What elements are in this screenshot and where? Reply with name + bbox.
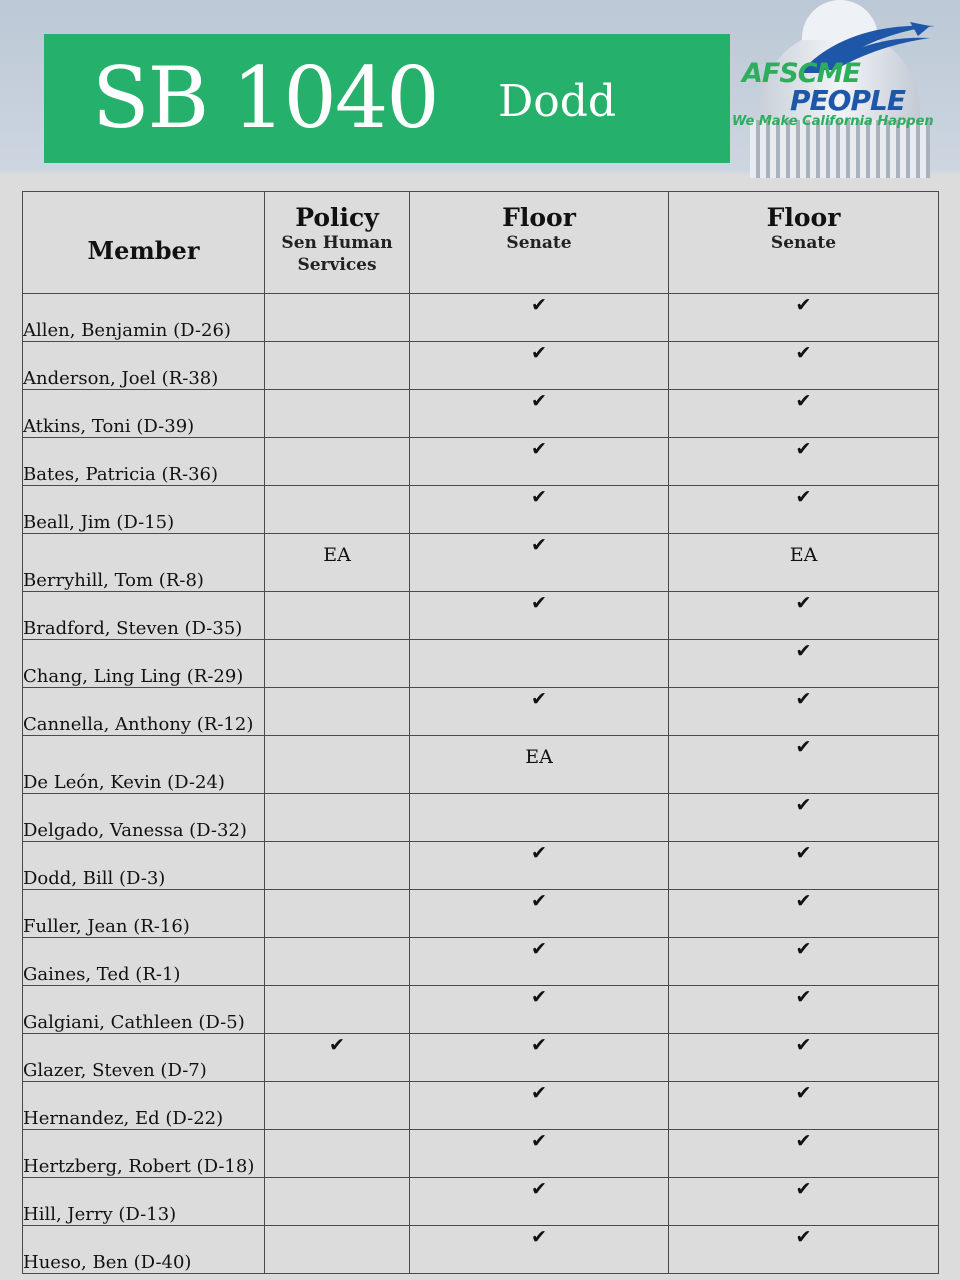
vote-yes-cell-floor2: ✔	[669, 1034, 939, 1082]
table-row	[23, 1034, 939, 1082]
table-row	[23, 342, 939, 390]
title-banner	[44, 34, 730, 163]
logo-line-afscme: AFSCME	[742, 58, 860, 89]
table-row	[23, 794, 939, 842]
vote-cell-floor2: EA	[669, 534, 939, 592]
bill-number: SB 1040	[92, 49, 438, 147]
vote-yes-cell-policy: ✔	[265, 1034, 410, 1082]
member-name: Anderson, Joel (R-38)	[23, 342, 265, 390]
table-row	[23, 842, 939, 890]
vote-cell-policy	[265, 688, 410, 736]
vote-yes-cell-floor1: ✔	[410, 294, 669, 342]
vote-yes-cell-floor2: ✔	[669, 640, 939, 688]
member-name: Cannella, Anthony (R-12)	[23, 688, 265, 736]
table-row	[23, 1178, 939, 1226]
vote-cell-floor1	[410, 794, 669, 842]
vote-yes-cell-floor2: ✔	[669, 390, 939, 438]
member-name: Dodd, Bill (D-3)	[23, 842, 265, 890]
vote-yes-cell-floor2: ✔	[669, 1226, 939, 1274]
vote-yes-cell-floor1: ✔	[410, 938, 669, 986]
table-row	[23, 986, 939, 1034]
vote-yes-cell-floor1: ✔	[410, 534, 669, 592]
vote-yes-cell-floor2: ✔	[669, 938, 939, 986]
table-row	[23, 1082, 939, 1130]
vote-yes-cell-floor1: ✔	[410, 688, 669, 736]
table-row	[23, 640, 939, 688]
member-name: Galgiani, Cathleen (D-5)	[23, 986, 265, 1034]
member-name: Hill, Jerry (D-13)	[23, 1178, 265, 1226]
member-name: De León, Kevin (D-24)	[23, 736, 265, 794]
vote-yes-cell-floor1: ✔	[410, 890, 669, 938]
table-row	[23, 890, 939, 938]
member-name: Gaines, Ted (R-1)	[23, 938, 265, 986]
table-row	[23, 534, 939, 592]
table-row	[23, 1130, 939, 1178]
member-name: Berryhill, Tom (R-8)	[23, 534, 265, 592]
member-name: Delgado, Vanessa (D-32)	[23, 794, 265, 842]
vote-cell-policy	[265, 986, 410, 1034]
vote-cell-policy	[265, 794, 410, 842]
vote-yes-cell-floor2: ✔	[669, 342, 939, 390]
table-row	[23, 1226, 939, 1274]
vote-cell-policy	[265, 842, 410, 890]
vote-cell-floor1: EA	[410, 736, 669, 794]
vote-yes-cell-floor1: ✔	[410, 1034, 669, 1082]
vote-yes-cell-floor1: ✔	[410, 842, 669, 890]
vote-yes-cell-floor1: ✔	[410, 342, 669, 390]
vote-yes-cell-floor2: ✔	[669, 794, 939, 842]
vote-yes-cell-floor2: ✔	[669, 890, 939, 938]
vote-yes-cell-floor1: ✔	[410, 438, 669, 486]
vote-yes-cell-floor1: ✔	[410, 1130, 669, 1178]
vote-cell-policy	[265, 1082, 410, 1130]
vote-cell-policy	[265, 342, 410, 390]
vote-yes-cell-floor1: ✔	[410, 986, 669, 1034]
member-name: Glazer, Steven (D-7)	[23, 1034, 265, 1082]
table-row	[23, 390, 939, 438]
vote-cell-policy	[265, 938, 410, 986]
logo-line-people: PEOPLE	[790, 84, 905, 117]
vote-cell-policy	[265, 486, 410, 534]
member-name: Chang, Ling Ling (R-29)	[23, 640, 265, 688]
member-name: Bates, Patricia (R-36)	[23, 438, 265, 486]
vote-yes-cell-floor2: ✔	[669, 1130, 939, 1178]
vote-record-table	[22, 191, 939, 1274]
bill-author: Dodd	[498, 76, 617, 127]
table-row	[23, 938, 939, 986]
vote-cell-policy	[265, 640, 410, 688]
vote-table-card	[15, 178, 945, 1280]
member-name: Bradford, Steven (D-35)	[23, 592, 265, 640]
vote-yes-cell-floor1: ✔	[410, 592, 669, 640]
member-name: Hueso, Ben (D-40)	[23, 1226, 265, 1274]
table-row	[23, 688, 939, 736]
vote-yes-cell-floor2: ✔	[669, 736, 939, 794]
header-floor-1: Floor Senate	[410, 192, 669, 294]
vote-yes-cell-floor1: ✔	[410, 1226, 669, 1274]
vote-cell-policy	[265, 1226, 410, 1274]
vote-cell-policy: EA	[265, 534, 410, 592]
vote-yes-cell-floor2: ✔	[669, 592, 939, 640]
member-name: Atkins, Toni (D-39)	[23, 390, 265, 438]
table-row	[23, 486, 939, 534]
vote-cell-policy	[265, 438, 410, 486]
table-row	[23, 294, 939, 342]
vote-yes-cell-floor2: ✔	[669, 1082, 939, 1130]
vote-cell-policy	[265, 1178, 410, 1226]
header-member: Member	[23, 192, 265, 294]
vote-yes-cell-floor2: ✔	[669, 486, 939, 534]
vote-yes-cell-floor2: ✔	[669, 986, 939, 1034]
table-row	[23, 592, 939, 640]
header-floor-2: Floor Senate	[669, 192, 939, 294]
vote-yes-cell-floor2: ✔	[669, 294, 939, 342]
vote-cell-policy	[265, 890, 410, 938]
logo-tagline: We Make California Happen	[732, 114, 934, 129]
vote-cell-policy	[265, 1130, 410, 1178]
member-name: Fuller, Jean (R-16)	[23, 890, 265, 938]
vote-cell-policy	[265, 294, 410, 342]
header-policy: Policy Sen Human Services	[265, 192, 410, 294]
vote-yes-cell-floor2: ✔	[669, 438, 939, 486]
vote-yes-cell-floor2: ✔	[669, 688, 939, 736]
vote-yes-cell-floor1: ✔	[410, 1178, 669, 1226]
table-row	[23, 438, 939, 486]
table-row	[23, 736, 939, 794]
member-name: Allen, Benjamin (D-26)	[23, 294, 265, 342]
vote-yes-cell-floor2: ✔	[669, 1178, 939, 1226]
afscme-people-logo	[730, 18, 950, 138]
vote-yes-cell-floor2: ✔	[669, 842, 939, 890]
vote-cell-policy	[265, 592, 410, 640]
member-name: Hernandez, Ed (D-22)	[23, 1082, 265, 1130]
table-header-row	[23, 192, 939, 294]
vote-yes-cell-floor1: ✔	[410, 486, 669, 534]
vote-cell-floor1	[410, 640, 669, 688]
vote-yes-cell-floor1: ✔	[410, 390, 669, 438]
vote-cell-policy	[265, 736, 410, 794]
vote-yes-cell-floor1: ✔	[410, 1082, 669, 1130]
member-name: Hertzberg, Robert (D-18)	[23, 1130, 265, 1178]
vote-cell-policy	[265, 390, 410, 438]
member-name: Beall, Jim (D-15)	[23, 486, 265, 534]
